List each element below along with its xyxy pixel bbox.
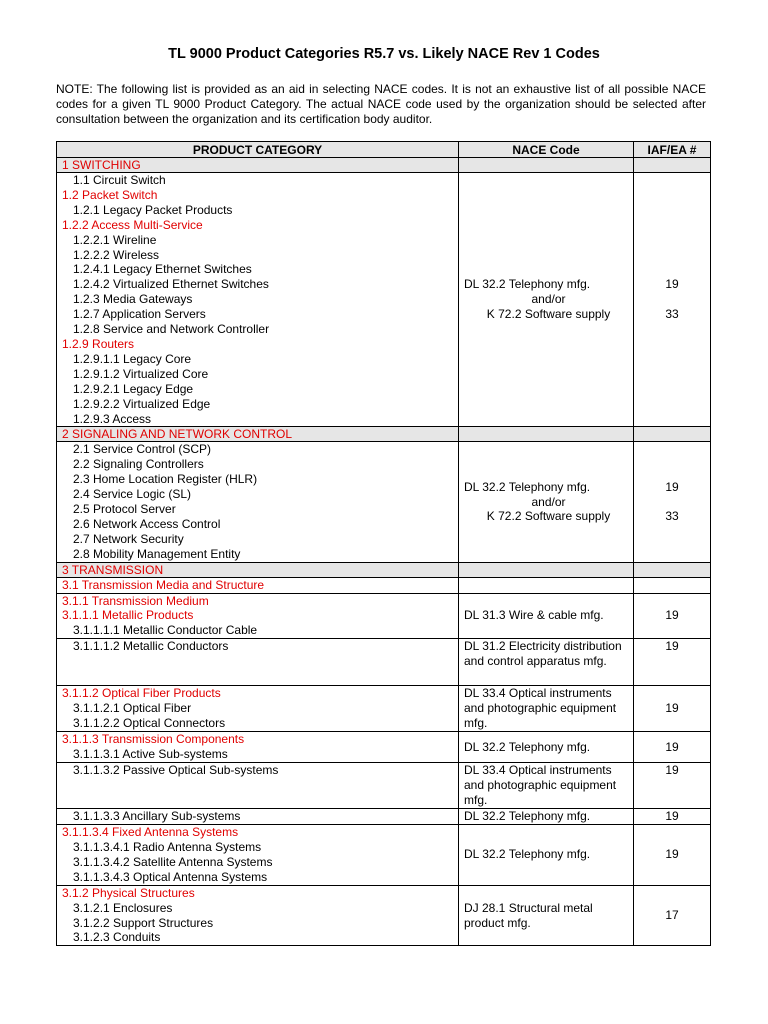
- category-item: 3.1.1.3.4.1 Radio Antenna Systems: [73, 840, 262, 854]
- category-item: 3.1.1.3.3 Ancillary Sub-systems: [73, 809, 241, 824]
- category-item: 1.2.7 Application Servers: [73, 307, 206, 322]
- iaf-value: 19: [665, 739, 679, 754]
- nace-text: DL 32.2 Telephony mfg.: [464, 809, 591, 824]
- nace-line: K 72.2 Software supply: [486, 509, 611, 524]
- category-item: 2.4 Service Logic (SL): [73, 487, 192, 502]
- nace-text: DL 32.2 Telephony mfg.: [464, 847, 591, 862]
- category-heading: 3.1.1.1 Metallic Products: [62, 608, 194, 623]
- category-item: 1.2.9.3 Access: [73, 411, 152, 426]
- table-header-row: [57, 142, 711, 158]
- nace-line: K 72.2 Software supply: [486, 307, 611, 322]
- table-row: [57, 686, 711, 732]
- category-item: 2.5 Protocol Server: [73, 502, 176, 517]
- nace-text: DL 33.4 Optical instruments and photographic equipment mfg.: [464, 686, 617, 731]
- iaf-value: 19: [665, 277, 679, 292]
- category-item: 1.2.9.1.2 Virtualized Core: [73, 366, 209, 381]
- table-row: [57, 763, 711, 809]
- category-heading: 1.2.2 Access Multi-Service: [62, 217, 203, 232]
- iaf-value: 33: [665, 307, 679, 322]
- iaf-value: 19: [665, 809, 679, 824]
- nace-text: DJ 28.1 Structural metal product mfg.: [464, 900, 593, 930]
- header-product-category: PRODUCT CATEGORY: [57, 142, 459, 158]
- nace-cell: [459, 173, 634, 427]
- category-item: 1.2.2.2 Wireless: [73, 247, 160, 262]
- nace-text: DL 33.4 Optical instruments and photographic equipment mfg.: [464, 763, 617, 808]
- category-item: 1.2.9.2.1 Legacy Edge: [73, 381, 194, 396]
- nace-line: and/or: [531, 292, 566, 307]
- category-item: 3.1.2.2 Support Structures: [73, 915, 214, 930]
- category-heading: 1.2 Packet Switch: [62, 187, 158, 202]
- category-item: 1.2.4.1 Legacy Ethernet Switches: [73, 262, 252, 277]
- category-heading: 3.1.1 Transmission Medium: [62, 593, 209, 608]
- nace-cell: [459, 442, 634, 562]
- header-iaf-ea: IAF/EA #: [634, 142, 711, 158]
- iaf-value: 19: [665, 701, 679, 716]
- category-item: 2.2 Signaling Controllers: [73, 457, 204, 472]
- iaf-value: 19: [665, 608, 679, 623]
- category-heading: 3.1.1.3.4 Fixed Antenna Systems: [62, 825, 239, 840]
- header-nace-code: NACE Code: [459, 142, 634, 158]
- category-item: 2.8 Mobility Management Entity: [73, 546, 241, 561]
- category-heading: 3.1 Transmission Media and Structure: [62, 577, 265, 592]
- nace-table: [56, 141, 711, 946]
- category-item: 3.1.1.1.2 Metallic Conductors: [73, 639, 229, 654]
- category-heading: 3.1.1.2 Optical Fiber Products: [62, 686, 221, 701]
- category-item: 2.3 Home Location Register (HLR): [73, 472, 258, 487]
- section-title: 3 TRANSMISSION: [62, 562, 164, 577]
- category-item: 3.1.1.3.4.2 Satellite Antenna Systems: [73, 854, 273, 869]
- table-row: [57, 577, 711, 593]
- category-item: 2.7 Network Security: [73, 531, 184, 546]
- nace-text: DL 31.3 Wire & cable mfg.: [464, 608, 604, 623]
- category-heading: 1.2.9 Routers: [62, 336, 135, 351]
- category-item: 3.1.1.3.4.3 Optical Antenna Systems: [73, 869, 268, 884]
- table-row: [57, 639, 711, 686]
- category-item: 1.2.3 Media Gateways: [73, 292, 193, 307]
- page-title: TL 9000 Product Categories R5.7 vs. Likely NACE Rev 1 Codes: [168, 46, 600, 62]
- category-heading: 3.1.2 Physical Structures: [62, 885, 195, 900]
- nace-line: DL 32.2 Telephony mfg.: [464, 479, 591, 494]
- section-title: 1 SWITCHING: [62, 158, 141, 172]
- table-row: [57, 809, 711, 825]
- table-row: [57, 825, 711, 886]
- note-paragraph: NOTE: The following list is provided as an aid in selecting NACE codes. It is not an exhaustive list of all possible NACE codes for a given TL 9000 Product Category. The actual NACE code used by the organization should be selected after consultation between the organization and its certification body auditor.: [56, 82, 706, 126]
- category-item: 3.1.1.1.1 Metallic Conductor Cable: [73, 623, 258, 638]
- category-item: 3.1.1.3.2 Passive Optical Sub-systems: [73, 763, 279, 778]
- category-item: 3.1.1.2.2 Optical Connectors: [73, 716, 226, 731]
- category-item: 1.2.8 Service and Network Controller: [73, 322, 270, 337]
- category-item: 3.1.1.3.1 Active Sub-systems: [73, 747, 228, 762]
- table-row: [57, 732, 711, 763]
- nace-line: and/or: [531, 494, 566, 509]
- section-row-transmission: [57, 562, 711, 577]
- table-row: [57, 442, 711, 562]
- section-row-signaling: [57, 427, 711, 442]
- category-item: 1.1 Circuit Switch: [73, 173, 166, 187]
- iaf-value: 19: [665, 639, 679, 654]
- iaf-value: 17: [665, 908, 679, 923]
- iaf-cell: [634, 173, 711, 427]
- category-item: 3.1.2.3 Conduits: [73, 930, 161, 945]
- table-row: [57, 593, 711, 639]
- iaf-value: 19: [665, 763, 679, 778]
- nace-text: DL 31.2 Electricity distribution and control apparatus mfg.: [464, 639, 622, 669]
- category-item: 1.2.4.2 Virtualized Ethernet Switches: [73, 277, 269, 292]
- iaf-value: 19: [665, 847, 679, 862]
- section-title: 2 SIGNALING AND NETWORK CONTROL: [62, 427, 293, 442]
- nace-line: DL 32.2 Telephony mfg.: [464, 277, 591, 292]
- category-item: 2.1 Service Control (SCP): [73, 442, 212, 457]
- table-row: [57, 173, 711, 427]
- category-heading: 3.1.1.3 Transmission Components: [62, 732, 245, 747]
- category-item: 1.2.2.1 Wireline: [73, 232, 157, 247]
- table-row: [57, 885, 711, 946]
- category-item: 3.1.1.2.1 Optical Fiber: [73, 701, 192, 716]
- iaf-value: 19: [665, 479, 679, 494]
- category-item: 1.2.9.1.1 Legacy Core: [73, 351, 192, 366]
- category-item: 1.2.9.2.2 Virtualized Edge: [73, 396, 211, 411]
- section-row-switching: [57, 158, 711, 173]
- category-list: [57, 173, 459, 427]
- iaf-value: 33: [665, 509, 679, 524]
- iaf-cell: [634, 442, 711, 562]
- category-item: 3.1.2.1 Enclosures: [73, 900, 173, 915]
- category-list: [57, 442, 459, 562]
- category-item: 2.6 Network Access Control: [73, 516, 221, 531]
- category-item: 1.2.1 Legacy Packet Products: [73, 202, 233, 217]
- nace-text: DL 32.2 Telephony mfg.: [464, 739, 591, 754]
